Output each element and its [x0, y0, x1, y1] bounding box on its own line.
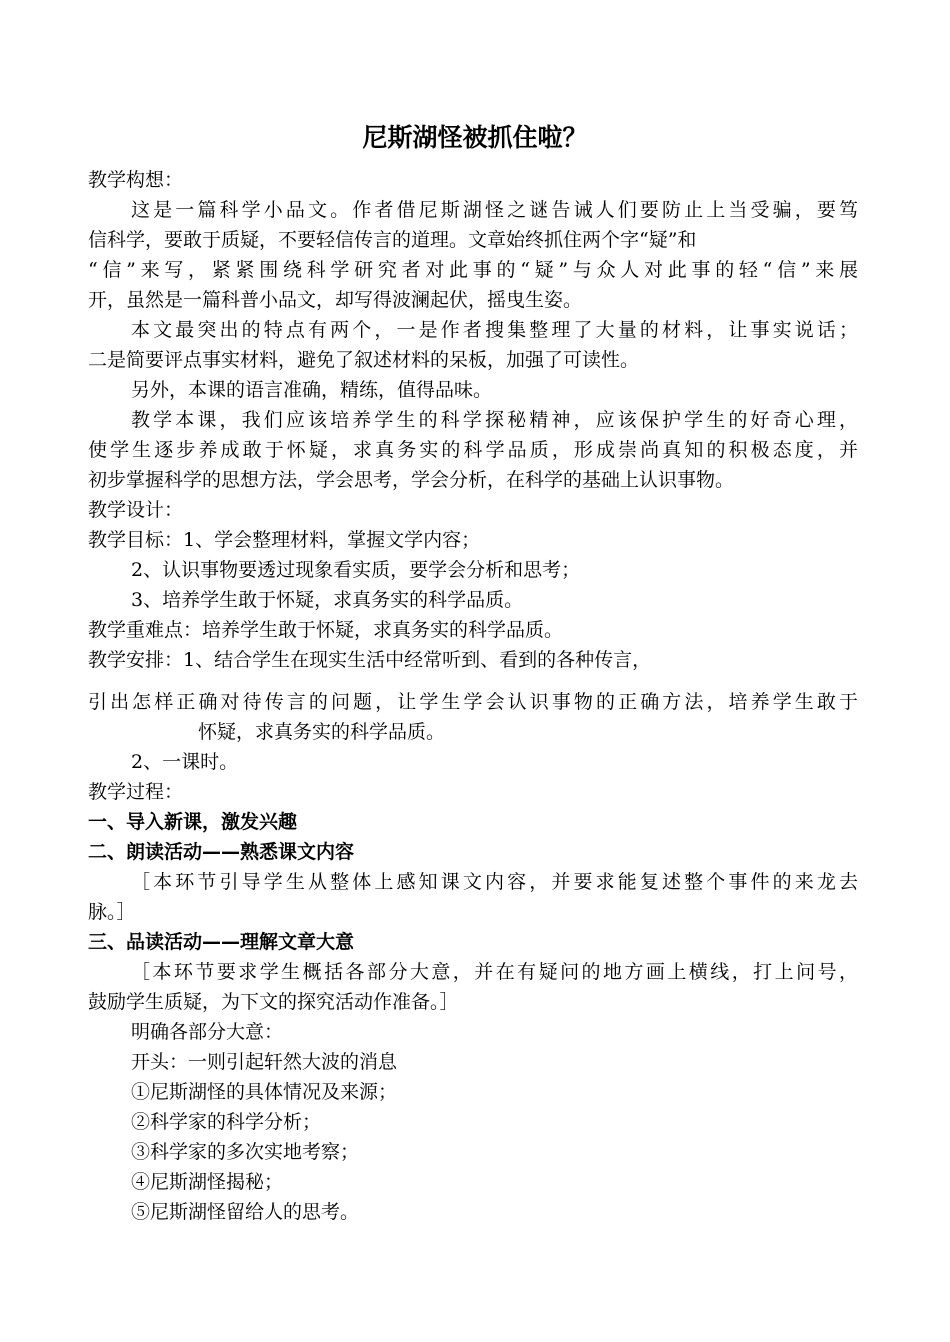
goal-item: 3、培养学生敢于怀疑，求真务实的科学品质。: [131, 589, 524, 611]
paragraph-line: 信科学，要敢于质疑，不要轻信传言的道理。文章始终抓住两个字“疑”和: [88, 229, 697, 251]
goal-item: 教学目标：1、学会整理材料，掌握文学内容；: [88, 529, 481, 551]
goal-item: 2、认识事物要透过现象看实质，要学会分析和思考；: [131, 559, 581, 581]
step-note-line: ［本环节要求学生概括各部分大意，并在有疑问的地方画上横线，打上问号，: [131, 961, 858, 983]
paragraph-line: 开，虽然是一篇科普小品文，却写得波澜起伏，摇曳生姿。: [88, 289, 583, 311]
list-item: ④尼斯湖怪揭秘；: [131, 1171, 284, 1193]
step-note-line: 脉。］: [88, 901, 136, 923]
step-heading: 三、品读活动——理解文章大意: [88, 931, 355, 953]
paragraph-line: 这是一篇科学小品文。作者借尼斯湖怪之谜告诫人们要防止上当受骗，要笃: [131, 199, 858, 221]
paragraph-line: 另外，本课的语言准确，精练，值得品味。: [131, 379, 493, 401]
list-item: ②科学家的科学分析；: [131, 1111, 322, 1133]
document-title: 尼斯湖怪被抓住啦？: [362, 123, 588, 152]
step-note-line: ［本环节引导学生从整体上感知课文内容，并要求能复述整个事件的来龙去: [131, 871, 858, 893]
idea-heading: 教学构想：: [88, 169, 184, 191]
paragraph-line: “信”来写，紧紧围绕科学研究者对此事的“疑”与众人对此事的轻“信”来展: [88, 259, 858, 281]
paragraph-line: 本文最突出的特点有两个，一是作者搜集整理了大量的材料，让事实说话；: [131, 319, 858, 341]
paragraph-line: 二是简要评点事实材料，避免了叙述材料的呆板，加强了可读性。: [88, 349, 640, 371]
paragraph-line: 初步掌握科学的思想方法，学会思考，学会分析，在科学的基础上认识事物。: [88, 469, 735, 491]
paragraph-line: 引出怎样正确对待传言的问题，让学生学会认识事物的正确方法，培养学生敢于: [88, 691, 858, 713]
list-item: ①尼斯湖怪的具体情况及来源；: [131, 1081, 398, 1103]
design-heading: 教学设计：: [88, 499, 184, 521]
arrangement-item: 教学安排：1、结合学生在现实生活中经常听到、看到的各种传言，: [88, 649, 652, 671]
paragraph-line: 教学本课，我们应该培养学生的科学探秘精神，应该保护学生的好奇心理，: [131, 409, 858, 431]
step-note-line: 鼓励学生质疑，为下文的探究活动作准备。］: [88, 991, 459, 1013]
summary-heading: 明确各部分大意：: [131, 1021, 284, 1043]
paragraph-line: 怀疑，求真务实的科学品质。: [198, 721, 446, 743]
list-item: ③科学家的多次实地考察；: [131, 1141, 360, 1163]
key-points: 教学重难点：培养学生敢于怀疑，求真务实的科学品质。: [88, 619, 564, 641]
process-heading: 教学过程：: [88, 781, 184, 803]
list-item: 开头：一则引起轩然大波的消息: [131, 1051, 398, 1073]
step-heading: 一、导入新课，激发兴趣: [88, 811, 298, 833]
list-item: ⑤尼斯湖怪留给人的思考。: [131, 1201, 360, 1223]
arrangement-item: 2、一课时。: [131, 751, 239, 773]
paragraph-line: 使学生逐步养成敢于怀疑，求真务实的科学品质，形成崇尚真知的积极态度，并: [88, 439, 858, 461]
step-heading: 二、朗读活动——熟悉课文内容: [88, 841, 355, 863]
